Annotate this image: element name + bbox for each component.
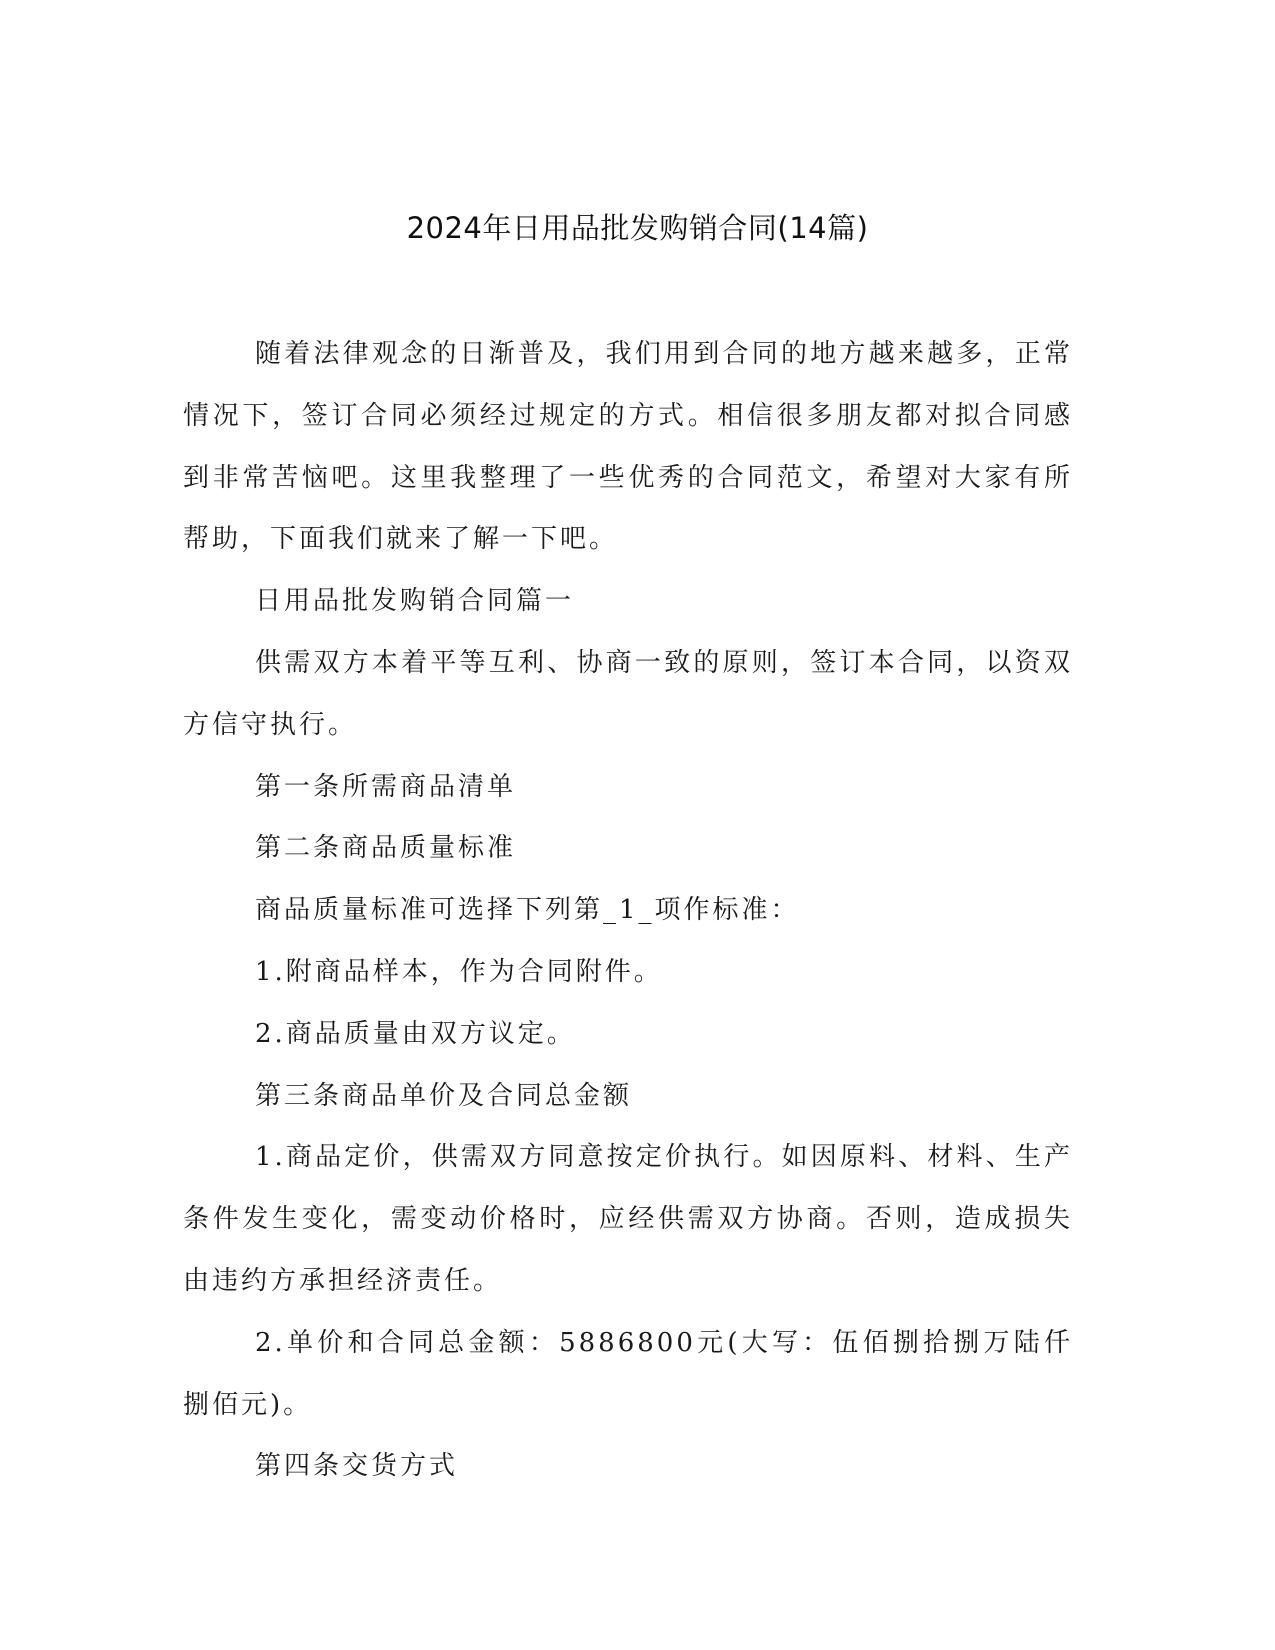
paragraph-article-4-heading: 第四条交货方式 — [255, 1451, 459, 1482]
paragraph-section-heading: 日用品批发购销合同篇一 — [255, 586, 575, 617]
paragraph-preamble: 供需双方本着平等互利、协商一致的原则，签订本合同，以资双方信守执行。 — [183, 647, 1073, 740]
paragraph-quality-item-2: 2.商品质量由双方议定。 — [255, 1018, 576, 1049]
paragraph-article-2-heading: 第二条商品质量标准 — [255, 833, 517, 864]
document-title: 2024年日用品批发购销合同(14篇) — [406, 211, 869, 245]
paragraph-article-3-heading: 第三条商品单价及合同总金额 — [255, 1080, 633, 1111]
document-body — [183, 324, 1073, 1498]
paragraph-intro: 随着法律观念的日渐普及，我们用到合同的地方越来越多，正常情况下，签订合同必须经过规定的方式。相信很多朋友都对拟合同感到非常苦恼吧。这里我整理了一些优秀的合同范文，希望对大家有所帮助，下面我们就来了解一下吧。 — [183, 339, 1073, 555]
paragraph-quality-item-1: 1.附商品样本，作为合同附件。 — [255, 956, 663, 987]
paragraph-quality-standard: 商品质量标准可选择下列第_1_项作标准： — [255, 895, 800, 926]
paragraph-pricing-item-2: 2.单价和合同总金额：5886800元(大写：伍佰捌拾捌万陆仟捌佰元)。 — [183, 1327, 1073, 1420]
paragraph-article-1-heading: 第一条所需商品清单 — [255, 771, 517, 802]
paragraph-pricing-item-1: 1.商品定价，供需双方同意按定价执行。如因原料、材料、生产条件发生变化，需变动价格时，应经供需双方协商。否则，造成损失由违约方承担经济责任。 — [183, 1142, 1073, 1296]
